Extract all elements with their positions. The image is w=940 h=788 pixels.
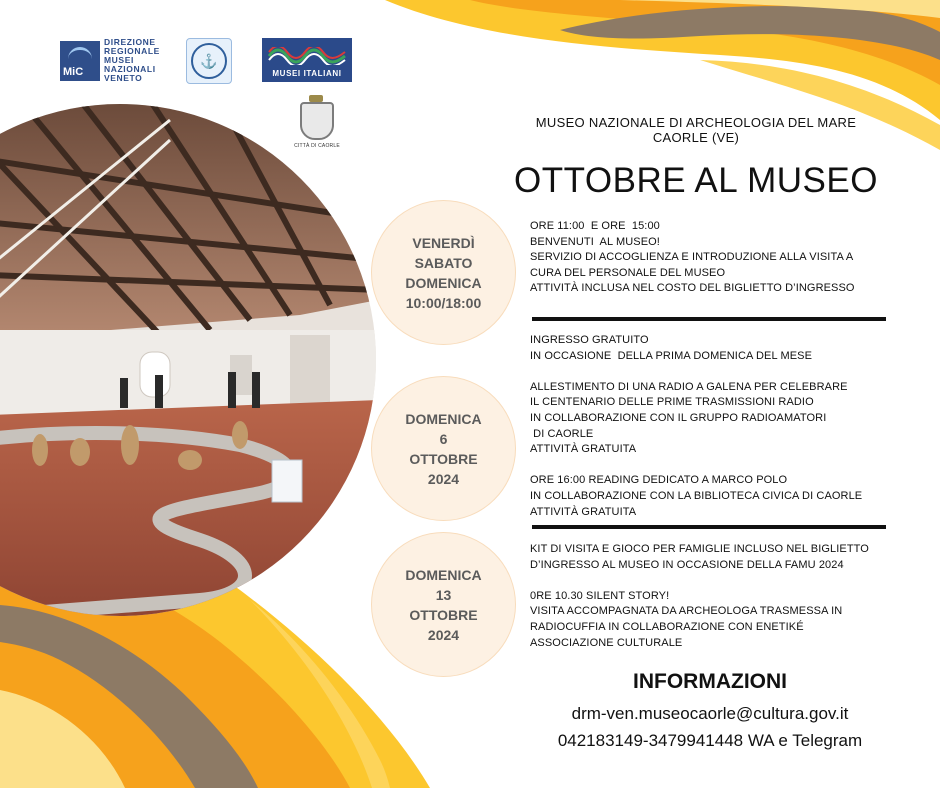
- date-circle-6-october: DOMENICA 6 OTTOBRE 2024: [371, 376, 516, 521]
- caorle-label: CITTÀ DI CAORLE: [294, 143, 340, 149]
- contact-phone[interactable]: 042183149-3479941448 WA e Telegram: [557, 731, 863, 750]
- contact-email[interactable]: drm-ven.museocaorle@cultura.gov.it: [571, 704, 849, 723]
- city-crest-icon: [300, 102, 334, 140]
- event-block-weekend: ORE 11:00 E ORE 15:00 BENVENUTI AL MUSEO! SERVIZIO DI ACCOGLIENZA E INTRODUZIONE ALLA VISITA A CURA DEL PERSONALE DEL MUSEO ATTIVITÀ INCLUSA NEL COSTO DEL BIGLIETTO D’INGRESSO: [530, 220, 855, 295]
- musei-italiani-label: MUSEI ITALIANI: [272, 69, 342, 78]
- musei-italiani-logo: [262, 38, 352, 82]
- caorle-logo: [292, 102, 342, 149]
- anchor-icon: ⚓: [191, 43, 227, 79]
- museum-interior-photo: [0, 100, 378, 620]
- info-heading: INFORMAZIONI: [633, 670, 787, 693]
- page-title: OTTOBRE AL MUSEO: [514, 161, 878, 200]
- event-block-6-october: INGRESSO GRATUITO IN OCCASIONE DELLA PRIMA DOMENICA DEL MESE ALLESTIMENTO DI UNA RADIO A GALENA PER CELEBRARE IL CENTENARIO DELLE PRIME TRASMISSIONI RADIO IN COLLABORAZIONE CON IL GRUPPO RADIOAMATORI DI CAORLE ATTIVITÀ GRATUITA ORE 16:00 READING DEDICATO A MARCO POLO IN COLLABORAZIONE CON LA BIBLIOTECA CIVICA DI CAORLE ATTIVITÀ GRATUITA: [530, 334, 863, 518]
- museum-name: MUSEO NAZIONALE DI ARCHEOLOGIA DEL MARE CAORLE (VE): [535, 115, 857, 145]
- mic-logo-text: DIREZIONE REGIONALE MUSEI NAZIONALI VENETO: [104, 37, 160, 83]
- museum-seal-logo: [186, 38, 232, 84]
- date-circle-weekend: VENERDÌ SABATO DOMENICA 10:00/18:00: [371, 200, 516, 345]
- mic-mark: MiC: [60, 41, 100, 81]
- mic-logo: [60, 38, 160, 83]
- divider: [532, 317, 886, 321]
- musei-wave-icon: [267, 47, 347, 65]
- divider: [532, 525, 886, 529]
- event-block-13-october: KIT DI VISITA E GIOCO PER FAMIGLIE INCLUSO NEL BIGLIETTO D’INGRESSO AL MUSEO IN OCCASIONE DELLA FAMU 2024 0RE 10.30 SILENT STORY! VISITA ACCOMPAGNATA DA ARCHEOLOGA TRASMESSA IN RADIOCUFFIA IN COLLABORAZIONE CON ENETIKÉ ASSOCIAZIONE CULTURALE: [530, 543, 869, 649]
- date-circle-13-october: DOMENICA 13 OTTOBRE 2024: [371, 532, 516, 677]
